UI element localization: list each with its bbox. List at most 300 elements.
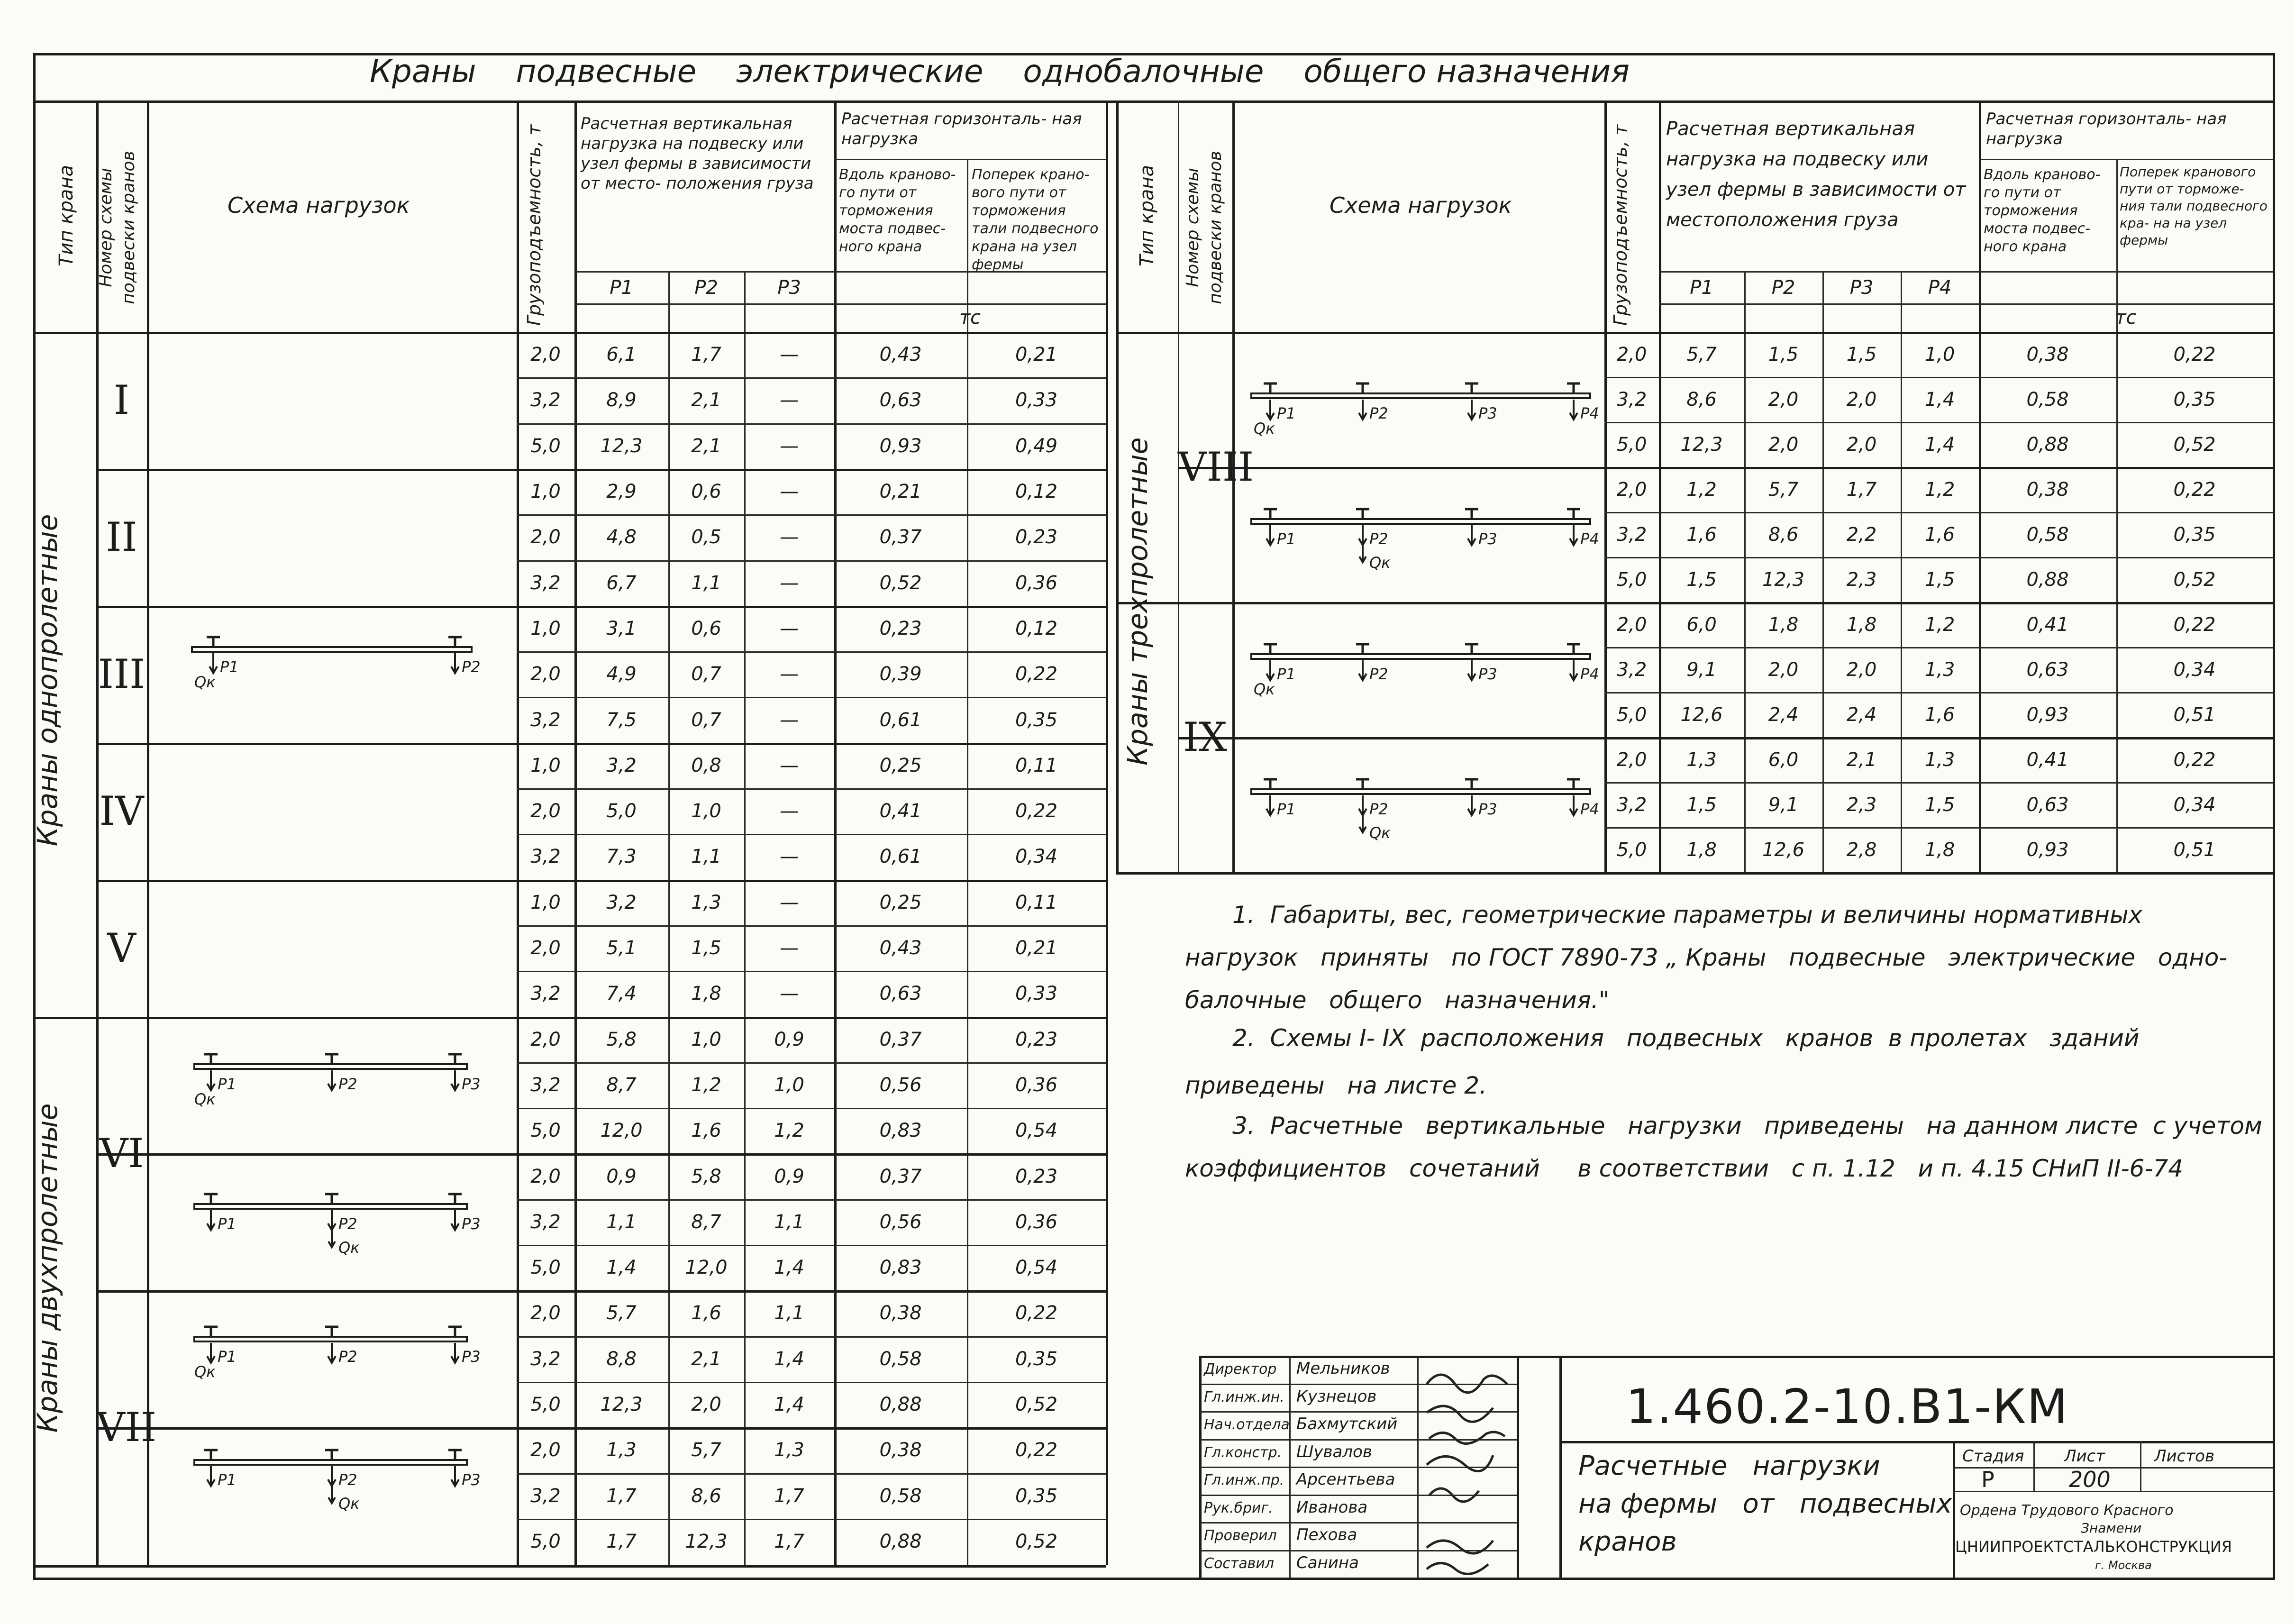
hanger-mark	[1264, 779, 1277, 789]
hanger-mark	[1356, 779, 1369, 789]
table-cell: 0,51	[2173, 839, 2216, 861]
table-cell: 2,3	[1846, 568, 1877, 591]
role-label: Нач.отдела	[1204, 1416, 1290, 1433]
load-arrow	[1570, 400, 1577, 420]
role-label: Гл.инж.пр.	[1204, 1472, 1284, 1488]
hanger-mark	[1567, 383, 1580, 393]
table-cell: 0,58	[879, 1348, 922, 1370]
load-arrow	[451, 1070, 459, 1090]
table-cell: 5,0	[530, 1394, 561, 1416]
scheme-number: II	[106, 514, 137, 561]
load-label: P2	[1369, 665, 1388, 683]
hanger-mark	[448, 637, 462, 647]
load-arrow	[328, 1210, 336, 1230]
col-capacity: Грузоподъемность, т	[524, 124, 545, 326]
table-cell: 12,3	[600, 1394, 643, 1416]
drawing-title-line: на фермы от подвесных	[1578, 1488, 1952, 1519]
load-arrow	[209, 653, 217, 673]
hanger-mark	[207, 637, 220, 647]
table-cell: 0,22	[2173, 343, 2216, 365]
person-name: Шувалов	[1296, 1442, 1372, 1461]
table-cell: 0,22	[1015, 1439, 1058, 1461]
organization: Ордена Трудового Красного	[1960, 1502, 2174, 1519]
sheet-value: 200	[2069, 1467, 2111, 1492]
table-cell: 0,9	[774, 1028, 804, 1050]
load-arrow	[1266, 660, 1274, 680]
table-cell: 2,0	[530, 1439, 561, 1461]
person-name: Мельников	[1296, 1359, 1390, 1378]
table-cell: 1,3	[1924, 658, 1955, 681]
hanger-mark	[1264, 644, 1277, 654]
table-cell: 6,1	[606, 344, 637, 366]
crane-beam	[194, 1337, 467, 1341]
person-name: Пехова	[1296, 1525, 1357, 1544]
table-cell: 3,2	[530, 983, 561, 1005]
table-cell: 0,88	[879, 1530, 922, 1552]
col-p1: P1	[610, 277, 633, 299]
table-cell: 0,34	[1015, 846, 1058, 868]
table-cell: 0,12	[1015, 617, 1058, 639]
sheet-label: Лист	[2064, 1447, 2105, 1466]
table-cell: 12,3	[685, 1530, 728, 1552]
table-cell: 1,2	[774, 1120, 804, 1142]
table-cell: 1,0	[530, 754, 561, 776]
table-cell: 0,38	[2026, 343, 2069, 365]
table-cell: 1,3	[1924, 748, 1955, 771]
table-cell: 2,4	[1846, 703, 1877, 726]
load-label: P3	[462, 1215, 481, 1233]
table-cell: 3,1	[606, 617, 637, 639]
table-cell: 9,1	[1768, 794, 1799, 816]
table-cell: 0,35	[2173, 388, 2216, 411]
person-name: Арсентьева	[1296, 1470, 1395, 1489]
table-cell: 0,88	[2026, 568, 2069, 591]
scheme-number: IX	[1183, 714, 1227, 760]
table-cell: 0,52	[879, 572, 922, 594]
table-cell: —	[780, 526, 799, 548]
hanger-mark	[204, 1054, 218, 1064]
load-arrow	[1359, 525, 1366, 545]
hanger-mark	[448, 1194, 462, 1204]
table-cell: 8,7	[606, 1074, 637, 1096]
load-arrow	[207, 1466, 215, 1486]
table-cell: 2,1	[691, 1348, 721, 1370]
table-cell: 0,38	[879, 1302, 922, 1324]
load-label: P1	[218, 1471, 237, 1489]
load-label: Qк	[1254, 420, 1275, 438]
table-cell: 5,7	[606, 1302, 637, 1324]
table-cell: 0,93	[2026, 703, 2069, 726]
table-cell: 0,37	[879, 526, 922, 548]
load-label: P3	[462, 1075, 481, 1093]
note-line: приведены на листе 2.	[1185, 1072, 1487, 1099]
table-cell: 0,61	[879, 709, 922, 731]
table-cell: 3,2	[530, 1211, 561, 1233]
table-cell: 12,3	[1762, 568, 1805, 591]
table-cell: 0,23	[1015, 1028, 1058, 1050]
table-cell: 3,2	[1616, 388, 1647, 411]
load-label: P4	[1580, 800, 1599, 818]
table-cell: 1,0	[530, 891, 561, 913]
table-cell: 2,0	[530, 344, 561, 366]
col-vertical-load-right: Расчетная вертикальная нагрузка на подвеску или узел фермы в зависимости от местоположения груза	[1666, 118, 1966, 231]
load-label: P2	[1369, 530, 1388, 548]
table-cell: 2,4	[1768, 703, 1799, 726]
note-line: коэффициентов сочетаний в соответствии с п. 1.12 и п. 4.15 СНиП II-6-74	[1185, 1155, 2184, 1182]
table-cell: —	[780, 937, 799, 959]
load-arrow	[1359, 815, 1366, 832]
table-cell: 3,2	[530, 709, 561, 731]
load-arrow	[328, 1070, 336, 1090]
table-cell: 1,7	[1846, 478, 1877, 501]
hanger-mark	[325, 1054, 338, 1064]
table-cell: 0,52	[2173, 433, 2216, 456]
table-cell: 0,88	[879, 1394, 922, 1416]
load-label: Qк	[194, 1363, 216, 1381]
table-cell: 0,41	[879, 800, 922, 822]
note-line: нагрузок приняты по ГОСТ 7890-73 „ Краны подвесные электрические одно-	[1185, 944, 2228, 971]
table-cell: 2,2	[1846, 523, 1877, 546]
load-label: Qк	[194, 673, 216, 691]
table-cell: 12,3	[1680, 433, 1723, 456]
sheets-label: Листов	[2154, 1447, 2215, 1466]
load-label: P1	[218, 1215, 237, 1233]
table-cell: 1,2	[1924, 478, 1955, 501]
col-across: Поперек крано- вого пути от торможения тали подвесного крана на узел фермы	[972, 166, 1099, 273]
table-cell: 5,7	[1768, 478, 1799, 501]
role-label: Директор	[1204, 1361, 1277, 1378]
table-cell: 0,52	[2173, 568, 2216, 591]
load-arrow	[207, 1070, 215, 1090]
load-arrow	[1570, 660, 1577, 680]
table-cell: 1,5	[1846, 343, 1877, 365]
table-cell: 0,33	[1015, 389, 1058, 411]
table-cell: 12,0	[685, 1257, 728, 1279]
table-cell: 0,21	[1015, 937, 1058, 959]
table-cell: 0,8	[691, 754, 721, 776]
unit-label: тс	[959, 307, 981, 328]
hanger-mark	[1264, 509, 1277, 519]
load-label: P3	[462, 1471, 481, 1489]
col-horizontal-load: Расчетная горизонталь- ная нагрузка	[841, 109, 1082, 148]
table-cell: 0,12	[1015, 481, 1058, 503]
table-cell: 1,6	[1924, 703, 1955, 726]
table-cell: 3,2	[530, 389, 561, 411]
table-cell: 2,1	[691, 435, 721, 457]
table-cell: 0,43	[879, 344, 922, 366]
table-cell: 2,0	[1768, 433, 1799, 456]
table-cell: 0,21	[879, 481, 922, 503]
table-cell: 0,9	[774, 1165, 804, 1187]
hanger-mark	[1465, 509, 1478, 519]
load-label: P3	[462, 1348, 481, 1366]
hanger-mark	[325, 1327, 338, 1337]
table-cell: 0,54	[1015, 1257, 1058, 1279]
load-arrow	[1266, 795, 1274, 815]
table-cell: 3,2	[530, 1074, 561, 1096]
col-scheme-number-right: Номер схемы подвески кранов	[1183, 151, 1225, 304]
table-cell: 5,0	[530, 435, 561, 457]
load-label: P4	[1580, 404, 1599, 422]
col-vertical-load: Расчетная вертикальная нагрузка на подвеску или узел фермы в зависимости от место- положения груза	[581, 114, 814, 193]
table-cell: 1,6	[1686, 523, 1717, 546]
load-label: P1	[1277, 800, 1296, 818]
table-cell: 0,63	[2026, 794, 2069, 816]
load-label: P1	[218, 1348, 237, 1366]
table-cell: —	[780, 663, 799, 685]
table-cell: 1,4	[774, 1348, 804, 1370]
load-arrow	[451, 653, 459, 673]
table-cell: 0,39	[879, 663, 922, 685]
table-cell: 1,1	[774, 1211, 804, 1233]
table-cell: 1,8	[691, 983, 721, 1005]
table-cell: 0,43	[879, 937, 922, 959]
col-across-right: Поперек кранового пути от торможе- ния тали подвесного кра- на на узел фермы	[2120, 164, 2268, 248]
table-cell: 1,8	[1768, 613, 1799, 636]
load-arrow	[1359, 400, 1366, 420]
load-arrow	[328, 1230, 335, 1247]
table-cell: 1,0	[691, 1028, 721, 1050]
table-cell: 8,6	[691, 1485, 721, 1507]
load-label: P4	[1580, 665, 1599, 683]
table-cell: 0,93	[879, 435, 922, 457]
hanger-mark	[448, 1327, 462, 1337]
load-arrow	[1570, 795, 1577, 815]
hanger-mark	[1567, 779, 1580, 789]
col-p2: P2	[694, 277, 718, 299]
table-cell: 5,7	[1686, 343, 1717, 365]
table-cell: —	[780, 435, 799, 457]
organization: Знамени	[2081, 1520, 2142, 1536]
load-label: P1	[1277, 530, 1296, 548]
hanger-mark	[204, 1450, 218, 1460]
table-cell: 0,56	[879, 1074, 922, 1096]
table-cell: —	[780, 846, 799, 868]
table-cell: 5,0	[1616, 568, 1647, 591]
table-cell: 6,7	[606, 572, 637, 594]
table-cell: —	[780, 481, 799, 503]
load-arrow	[1359, 660, 1366, 680]
load-label: P2	[338, 1075, 357, 1093]
load-arrow	[1468, 400, 1475, 420]
table-cell: 0,58	[879, 1485, 922, 1507]
load-label: P1	[1277, 665, 1296, 683]
table-cell: —	[780, 709, 799, 731]
group-single-span: Краны однопролетные	[31, 514, 64, 847]
table-cell: 1,5	[1768, 343, 1799, 365]
table-cell: 1,0	[530, 481, 561, 503]
crane-beam	[1251, 789, 1590, 794]
table-cell: 5,0	[530, 1120, 561, 1142]
table-cell: 1,5	[1686, 794, 1717, 816]
load-label: Qк	[338, 1239, 360, 1257]
table-cell: 3,2	[606, 754, 637, 776]
table-cell: 0,6	[691, 617, 721, 639]
hanger-mark	[1465, 383, 1478, 393]
col-along-right: Вдоль краново- го пути от торможения моста подвес- ного крана	[1984, 166, 2101, 255]
load-label: Qк	[338, 1495, 360, 1513]
stage-value: Р	[1981, 1467, 1994, 1492]
table-cell: —	[780, 800, 799, 822]
table-cell: 12,3	[600, 435, 643, 457]
role-label: Рук.бриг.	[1204, 1499, 1273, 1516]
table-cell: 2,0	[1846, 433, 1877, 456]
table-cell: 1,5	[691, 937, 721, 959]
table-cell: 5,8	[691, 1165, 721, 1187]
table-cell: 0,23	[879, 617, 922, 639]
table-cell: 1,4	[1924, 388, 1955, 411]
table-cell: —	[780, 891, 799, 913]
hanger-mark	[1567, 644, 1580, 654]
table-cell: 1,7	[691, 344, 721, 366]
table-cell: 1,2	[1686, 478, 1717, 501]
role-label: Составил	[1204, 1555, 1275, 1572]
table-cell: 5,0	[1616, 839, 1647, 861]
table-cell: 0,23	[1015, 526, 1058, 548]
load-arrow	[328, 1486, 335, 1503]
table-cell: 12,6	[1680, 703, 1723, 726]
unit-label-right: тс	[2115, 307, 2137, 328]
table-cell: 0,7	[691, 663, 721, 685]
table-cell: 2,9	[606, 481, 637, 503]
load-arrow	[1570, 525, 1577, 545]
table-cell: 5,0	[606, 800, 637, 822]
table-cell: 1,5	[1686, 568, 1717, 591]
load-label: P3	[1478, 800, 1497, 818]
table-cell: 0,6	[691, 481, 721, 503]
table-cell: —	[780, 617, 799, 639]
col-crane-type: Тип крана	[55, 164, 77, 267]
table-cell: 0,34	[2173, 658, 2216, 681]
table-cell: —	[780, 983, 799, 1005]
table-cell: 1,4	[774, 1257, 804, 1279]
table-cell: 0,25	[879, 891, 922, 913]
load-arrow	[207, 1343, 215, 1363]
organization: г. Москва	[2095, 1559, 2152, 1572]
col-p2-right: P2	[1771, 277, 1795, 299]
drawing-title-line: кранов	[1578, 1526, 1677, 1557]
table-cell: 0,38	[2026, 478, 2069, 501]
table-cell: 0,33	[1015, 983, 1058, 1005]
table-cell: 1,8	[1924, 839, 1955, 861]
table-cell: 0,56	[879, 1211, 922, 1233]
table-cell: 0,23	[1015, 1165, 1058, 1187]
table-cell: 0,61	[879, 846, 922, 868]
table-cell: 3,2	[1616, 658, 1647, 681]
table-cell: 3,2	[1616, 523, 1647, 546]
load-label: P2	[462, 658, 481, 676]
load-label: Qк	[1254, 680, 1275, 698]
group-three-span: Краны трехпролетные	[1121, 437, 1154, 766]
table-cell: 2,0	[691, 1394, 721, 1416]
table-cell: 2,0	[530, 800, 561, 822]
table-cell: 3,2	[530, 846, 561, 868]
document-code: 1.460.2-10.В1-КМ	[1626, 1379, 2069, 1434]
table-cell: 0,22	[1015, 663, 1058, 685]
table-cell: 1,0	[1924, 343, 1955, 365]
table-cell: 2,8	[1846, 839, 1877, 861]
table-cell: 0,9	[606, 1165, 637, 1187]
table-cell: 5,8	[606, 1028, 637, 1050]
table-cell: 0,35	[1015, 1348, 1058, 1370]
load-label: P3	[1478, 404, 1497, 422]
crane-beam	[194, 1204, 467, 1209]
load-arrow	[451, 1343, 459, 1363]
hanger-mark	[1356, 383, 1369, 393]
table-cell: 3,2	[1616, 794, 1647, 816]
table-cell: 0,22	[2173, 613, 2216, 636]
table-cell: 1,2	[691, 1074, 721, 1096]
table-cell: 1,6	[1924, 523, 1955, 546]
hanger-mark	[1264, 383, 1277, 393]
load-arrow	[1359, 545, 1366, 562]
table-cell: 2,1	[691, 389, 721, 411]
table-cell: 1,3	[774, 1439, 804, 1461]
table-cell: 0,22	[1015, 800, 1058, 822]
table-cell: 0,11	[1015, 891, 1058, 913]
table-cell: 2,0	[1616, 343, 1647, 365]
table-cell: 12,6	[1762, 839, 1805, 861]
load-arrow	[1468, 660, 1475, 680]
table-cell: 1,3	[691, 891, 721, 913]
table-cell: 0,22	[2173, 748, 2216, 771]
load-label: P2	[338, 1471, 357, 1489]
load-label: P3	[1478, 665, 1497, 683]
table-cell: 0,7	[691, 709, 721, 731]
table-cell: 6,0	[1686, 613, 1717, 636]
table-cell: 2,0	[1768, 388, 1799, 411]
table-cell: 1,4	[1924, 433, 1955, 456]
table-cell: 1,0	[691, 800, 721, 822]
table-cell: 0,51	[2173, 703, 2216, 726]
table-cell: 6,0	[1768, 748, 1799, 771]
scheme-number: VII	[96, 1404, 157, 1451]
hanger-mark	[1465, 779, 1478, 789]
table-cell: 0,25	[879, 754, 922, 776]
table-cell: 0,21	[1015, 344, 1058, 366]
table-cell: 0,41	[2026, 748, 2069, 771]
table-cell: 0,35	[1015, 709, 1058, 731]
table-cell: 2,0	[1846, 388, 1877, 411]
col-scheme-number: Номер схемы подвески кранов	[96, 151, 138, 304]
table-cell: 2,0	[1768, 658, 1799, 681]
table-cell: 0,35	[1015, 1485, 1058, 1507]
col-capacity-right: Грузоподъемность, т	[1610, 124, 1631, 326]
table-cell: 0,35	[2173, 523, 2216, 546]
table-cell: —	[780, 572, 799, 594]
hanger-mark	[204, 1327, 218, 1337]
hanger-mark	[204, 1194, 218, 1204]
hanger-mark	[1567, 509, 1580, 519]
table-cell: 0,34	[2173, 794, 2216, 816]
table-cell: 3,2	[530, 1348, 561, 1370]
load-arrow	[1266, 525, 1274, 545]
table-cell: 0,93	[2026, 839, 2069, 861]
organization: ЦНИИПРОЕКТСТАЛЬКОНСТРУКЦИЯ	[1955, 1538, 2232, 1556]
table-cell: 5,0	[530, 1530, 561, 1552]
table-cell: 1,4	[774, 1394, 804, 1416]
load-label: P2	[338, 1215, 357, 1233]
table-cell: 1,5	[1924, 794, 1955, 816]
table-cell: 8,8	[606, 1348, 637, 1370]
role-label: Гл.инж.ин.	[1204, 1388, 1284, 1405]
load-label: P1	[220, 658, 239, 676]
table-cell: 5,0	[530, 1257, 561, 1279]
load-label: P4	[1580, 530, 1599, 548]
load-label: P1	[218, 1075, 237, 1093]
table-cell: 1,1	[606, 1211, 637, 1233]
person-name: Бахмутский	[1296, 1414, 1398, 1433]
